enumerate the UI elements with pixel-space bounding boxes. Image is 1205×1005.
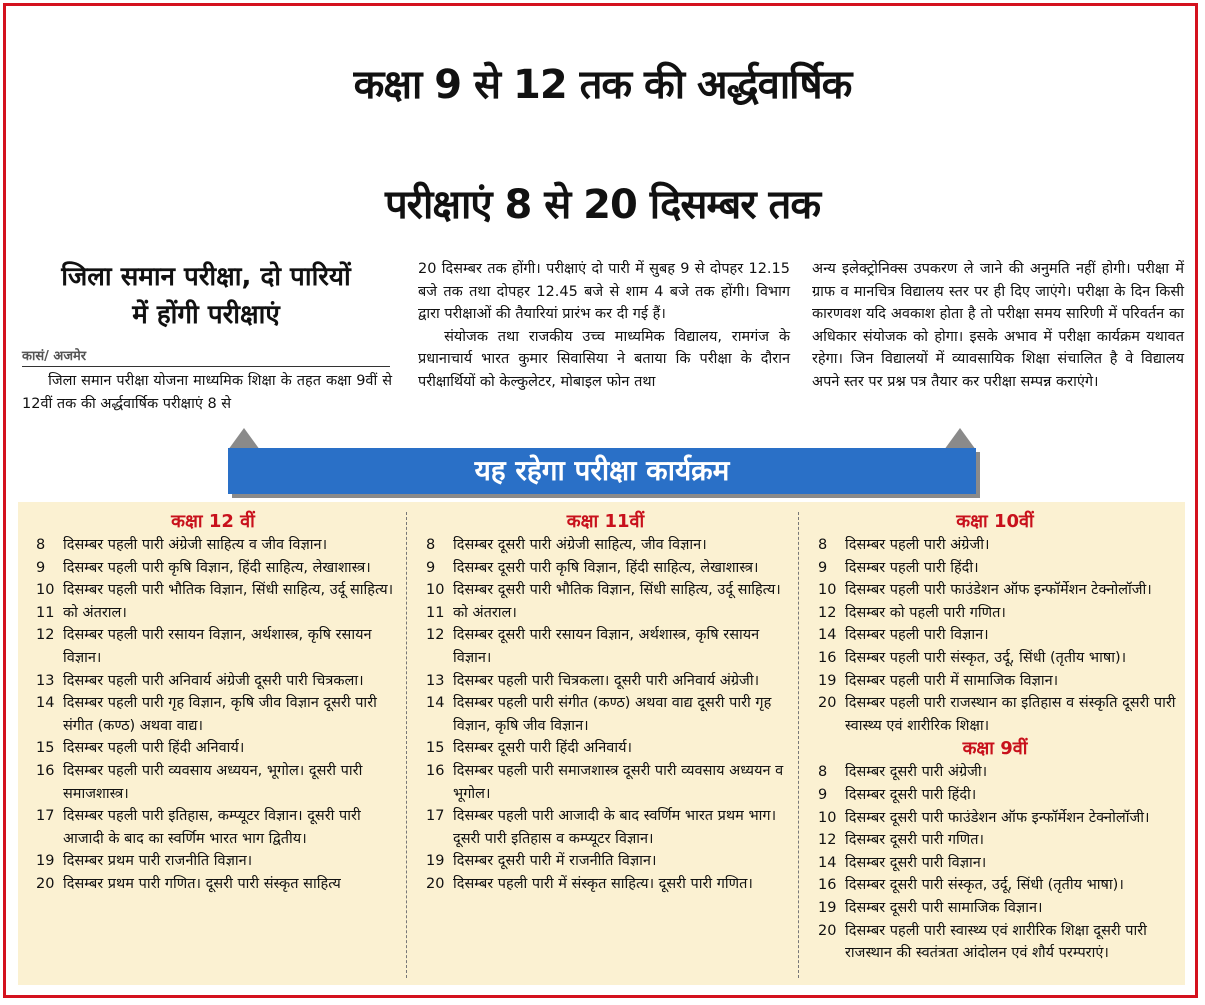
schedule-row bbox=[810, 579, 1180, 602]
schedule-subjects: दिसम्बर पहली पारी समाजशास्त्र दूसरी पारी व्यवसाय अध्ययन व भूगोल। bbox=[453, 762, 784, 802]
schedule-row bbox=[418, 692, 793, 737]
column-divider bbox=[798, 512, 799, 978]
schedule-row bbox=[810, 807, 1180, 830]
schedule-subjects: दिसम्बर दूसरी पारी अंग्रेजी साहित्य, जीव विज्ञान। bbox=[453, 537, 707, 553]
schedule-date: 13 bbox=[426, 672, 445, 689]
schedule-subjects: दिसम्बर दूसरी पारी विज्ञान। bbox=[845, 854, 987, 871]
schedule-row bbox=[810, 829, 1180, 852]
schedule-date: 10 bbox=[36, 582, 55, 599]
schedule-date: 14 bbox=[818, 627, 837, 644]
schedule-subjects: दिसम्बर दूसरी पारी रसायन विज्ञान, अर्थशास्त्र, कृषि रसायन विज्ञान। bbox=[453, 627, 760, 666]
schedule-subjects: दिसम्बर पहली पारी गृह विज्ञान, कृषि जीव विज्ञान दूसरी पारी संगीत (कण्ठ) अथवा वाद्य। bbox=[63, 695, 377, 734]
schedule-date: 20 bbox=[818, 695, 837, 712]
schedule-date: 9 bbox=[818, 559, 828, 576]
banner-notch-right bbox=[944, 428, 976, 450]
schedule-subjects: दिसम्बर पहली पारी संगीत (कण्ठ) अथवा वाद्य दूसरी पारी गृह विज्ञान, कृषि जीव विज्ञान। bbox=[453, 695, 772, 734]
schedule-subjects: दिसम्बर पहली पारी स्वास्थ्य एवं शारीरिक शिक्षा दूसरी पारी राजस्थान की स्वतंत्रता आंदोलन एवं शौर्य परम्पराएं। bbox=[845, 922, 1147, 962]
article-column-2 bbox=[418, 258, 790, 393]
schedule-row bbox=[28, 670, 398, 693]
schedule-row bbox=[418, 737, 793, 760]
schedule-row bbox=[418, 602, 793, 625]
schedule-row bbox=[810, 761, 1180, 784]
schedule-subjects: दिसम्बर दूसरी पारी फाउंडेशन ऑफ इन्फॉर्मेशन टेक्नोलॉजी। bbox=[845, 809, 1150, 826]
schedule-subjects: दिसम्बर दूसरी पारी अंग्रेजी। bbox=[845, 764, 988, 781]
subheadline-line-1: जिला समान परीक्षा, दो पारियों bbox=[61, 262, 351, 292]
class-11-rows bbox=[418, 534, 793, 896]
schedule-row bbox=[28, 624, 398, 669]
article-column-1 bbox=[22, 370, 392, 415]
schedule-subjects: दिसम्बर पहली पारी हिंदी। bbox=[845, 559, 979, 576]
schedule-row bbox=[28, 602, 398, 625]
schedule-date: 19 bbox=[818, 672, 837, 689]
schedule-row bbox=[418, 579, 793, 602]
subheadline-line-2: में होंगी परीक्षाएं bbox=[132, 300, 280, 330]
headline-line-1: कक्षा 9 से 12 तक की अर्द्धवार्षिक bbox=[353, 62, 852, 108]
schedule-subjects: दिसम्बर दूसरी पारी संस्कृत, उर्दू, सिंधी (तृतीय भाषा)। bbox=[845, 877, 1124, 894]
schedule-date: 9 bbox=[818, 786, 828, 803]
schedule-date: 8 bbox=[818, 537, 828, 553]
schedule-date: 8 bbox=[36, 537, 46, 553]
class-11-title: कक्षा 11वीं bbox=[566, 511, 645, 532]
schedule-date: 8 bbox=[426, 537, 436, 553]
schedule-row bbox=[28, 873, 398, 896]
schedule-date: 20 bbox=[818, 922, 837, 939]
schedule-subjects: दिसम्बर पहली पारी में सामाजिक विज्ञान। bbox=[845, 672, 1059, 689]
schedule-row bbox=[810, 557, 1180, 580]
schedule-date: 9 bbox=[36, 559, 46, 576]
schedule-subjects: दिसम्बर पहली पारी रसायन विज्ञान, अर्थशास्त्र, कृषि रसायन विज्ञान। bbox=[63, 627, 372, 666]
schedule-date: 12 bbox=[818, 832, 837, 849]
class-9-title: कक्षा 9वीं bbox=[962, 738, 1028, 760]
article-paragraph: अन्य इलेक्ट्रोनिक्स उपकरण ले जाने की अनुमति नहीं होगी। परीक्षा में ग्राफ व मानचित्र विद्यालय स्तर पर ही दिए जाएंगे। परीक्षा के दिन किसी कारणवश यदि अवकाश होता है तो परीक्षा समय सारिणी में परिवर्तन का अधिकार संयोजक को होगा। इसके अभाव में परीक्षा कार्यक्रम यथावत रहेगा। जिन विद्यालयों में व्यावसायिक शिक्षा संचालित है वे विद्यालय अपने स्तर पर प्रश्न पत्र तैयार कर परीक्षा सम्पन्न कराएंगे। bbox=[812, 261, 1184, 390]
schedule-subjects: दिसम्बर दूसरी पारी भौतिक विज्ञान, सिंधी साहित्य, उर्दू साहित्य। bbox=[453, 582, 781, 599]
schedule-banner: यह रहेगा परीक्षा कार्यक्रम bbox=[228, 448, 976, 494]
class-10-title: कक्षा 10वीं bbox=[956, 511, 1034, 532]
schedule-subjects: दिसम्बर पहली पारी अनिवार्य अंग्रेजी दूसरी पारी चित्रकला। bbox=[63, 672, 364, 689]
schedule-date: 20 bbox=[426, 875, 445, 892]
schedule-date: 19 bbox=[818, 899, 837, 916]
schedule-row bbox=[418, 873, 793, 896]
schedule-date: 16 bbox=[36, 762, 55, 779]
class-12-rows bbox=[28, 534, 398, 896]
schedule-subjects: को अंतराल। bbox=[63, 604, 127, 621]
schedule-date: 16 bbox=[818, 877, 837, 894]
schedule-row bbox=[810, 647, 1180, 670]
schedule-date: 10 bbox=[818, 582, 837, 599]
schedule-subjects: दिसम्बर दूसरी पारी हिंदी। bbox=[845, 786, 977, 803]
schedule-table bbox=[18, 502, 1185, 985]
schedule-subjects: दिसम्बर पहली पारी राजस्थान का इतिहास व संस्कृति दूसरी पारी स्वास्थ्य एवं शारीरिक शिक्षा। bbox=[845, 695, 1176, 734]
headline-line-2: परीक्षाएं 8 से 20 दिसम्बर तक bbox=[384, 182, 821, 228]
schedule-subjects: दिसम्बर पहली पारी विज्ञान। bbox=[845, 627, 989, 644]
schedule-class-12 bbox=[28, 510, 398, 896]
schedule-date: 16 bbox=[426, 762, 445, 779]
schedule-subjects: दिसम्बर पहली पारी व्यवसाय अध्ययन, भूगोल। दूसरी पारी समाजशास्त्र। bbox=[63, 762, 363, 802]
schedule-subjects: दिसम्बर पहली पारी अंग्रेजी। bbox=[845, 537, 990, 553]
schedule-row bbox=[28, 692, 398, 737]
article-paragraph: संयोजक तथा राजकीय उच्च माध्यमिक विद्यालय, रामगंज के प्रधानाचार्य भारत कुमार सिवासिया ने बताया कि परीक्षा के दौरान परीक्षार्थियों को केल्कुलेटर, मोबाइल फोन तथा bbox=[418, 328, 790, 390]
schedule-row bbox=[810, 784, 1180, 807]
schedule-subjects: दिसम्बर पहली पारी आजादी के बाद स्वर्णिम भारत प्रथम भाग। दूसरी पारी इतिहास व कम्प्यूटर विज्ञान। bbox=[453, 808, 777, 847]
schedule-date: 17 bbox=[426, 808, 445, 825]
schedule-row bbox=[810, 920, 1180, 965]
schedule-date: 15 bbox=[36, 740, 55, 757]
schedule-subjects: दिसम्बर दूसरी पारी गणित। bbox=[845, 832, 985, 849]
schedule-date: 15 bbox=[426, 740, 445, 757]
article-paragraph: जिला समान परीक्षा योजना माध्यमिक शिक्षा के तहत कक्षा 9वीं से 12वीं तक की अर्द्धवार्षिक परीक्षाएं 8 से bbox=[22, 373, 392, 412]
schedule-row bbox=[418, 670, 793, 693]
schedule-row bbox=[810, 602, 1180, 625]
class-12-title: कक्षा 12 वीं bbox=[171, 511, 255, 532]
schedule-row bbox=[810, 670, 1180, 693]
schedule-row bbox=[810, 692, 1180, 737]
article-paragraph: 20 दिसम्बर तक होंगी। परीक्षाएं दो पारी में सुबह 9 से दोपहर 12.15 बजे तक तथा दोपहर 12.45 बजे से शाम 4 बजे तक होंगी। विभाग द्वारा परीक्षाओं की तैयारियां प्रारंभ कर दी गई हैं। bbox=[418, 261, 790, 322]
schedule-row bbox=[418, 760, 793, 805]
schedule-subjects: दिसम्बर पहली पारी में संस्कृत साहित्य। दूसरी पारी गणित। bbox=[453, 875, 753, 892]
schedule-date: 16 bbox=[818, 649, 837, 666]
banner-notch-left bbox=[228, 428, 260, 450]
schedule-subjects: दिसम्बर पहली पारी इतिहास, कम्प्यूटर विज्ञान। दूसरी पारी आजादी के बाद का स्वर्णिम भारत भाग द्वितीय। bbox=[63, 808, 361, 847]
schedule-subjects: दिसम्बर पहली पारी अंग्रेजी साहित्य व जीव विज्ञान। bbox=[63, 537, 328, 553]
schedule-row bbox=[28, 737, 398, 760]
schedule-row bbox=[418, 624, 793, 669]
class-10-rows bbox=[810, 534, 1180, 737]
schedule-row bbox=[28, 805, 398, 850]
schedule-subjects: दिसम्बर पहली पारी चित्रकला। दूसरी पारी अनिवार्य अंग्रेजी। bbox=[453, 672, 760, 689]
schedule-subjects: दिसम्बर पहली पारी संस्कृत, उर्दू, सिंधी (तृतीय भाषा)। bbox=[845, 649, 1127, 666]
article-column-3 bbox=[812, 258, 1184, 393]
schedule-row bbox=[418, 534, 793, 557]
schedule-subjects: दिसम्बर पहली पारी कृषि विज्ञान, हिंदी साहित्य, लेखाशास्त्र। bbox=[63, 559, 371, 576]
schedule-row bbox=[28, 534, 398, 557]
schedule-row bbox=[810, 874, 1180, 897]
schedule-date: 10 bbox=[426, 582, 445, 599]
schedule-row bbox=[418, 805, 793, 850]
schedule-subjects: दिसम्बर को पहली पारी गणित। bbox=[845, 604, 1006, 621]
schedule-row bbox=[28, 557, 398, 580]
schedule-subjects: दिसम्बर दूसरी पारी कृषि विज्ञान, हिंदी साहित्य, लेखाशास्त्र। bbox=[453, 559, 759, 576]
schedule-subjects: दिसम्बर प्रथम पारी राजनीति विज्ञान। bbox=[63, 853, 253, 870]
schedule-date: 20 bbox=[36, 875, 55, 892]
schedule-date: 14 bbox=[818, 854, 837, 871]
schedule-subjects: दिसम्बर दूसरी पारी हिंदी अनिवार्य। bbox=[453, 740, 632, 757]
schedule-row bbox=[810, 534, 1180, 557]
byline: कासं/ अजमेर bbox=[22, 346, 390, 367]
schedule-subjects: दिसम्बर दूसरी पारी सामाजिक विज्ञान। bbox=[845, 899, 1043, 916]
schedule-date: 12 bbox=[426, 627, 445, 644]
schedule-date: 12 bbox=[818, 604, 837, 621]
schedule-subjects: दिसम्बर दूसरी पारी में राजनीति विज्ञान। bbox=[453, 853, 657, 870]
schedule-date: 17 bbox=[36, 808, 55, 825]
schedule-date: 9 bbox=[426, 559, 436, 576]
schedule-subjects: दिसम्बर पहली पारी हिंदी अनिवार्य। bbox=[63, 740, 245, 757]
class-9-rows bbox=[810, 761, 1180, 964]
subheadline bbox=[22, 258, 390, 334]
schedule-row bbox=[418, 850, 793, 873]
schedule-date: 12 bbox=[36, 627, 55, 644]
schedule-date: 11 bbox=[426, 604, 445, 621]
schedule-subjects: दिसम्बर पहली पारी फाउंडेशन ऑफ इन्फॉर्मेशन टेक्नोलॉजी। bbox=[845, 582, 1152, 599]
schedule-date: 13 bbox=[36, 672, 55, 689]
schedule-subjects: दिसम्बर प्रथम पारी गणित। दूसरी पारी संस्कृत साहित्य bbox=[63, 875, 341, 892]
schedule-row bbox=[810, 852, 1180, 875]
column-divider bbox=[406, 512, 407, 978]
schedule-row bbox=[28, 579, 398, 602]
schedule-date: 11 bbox=[36, 604, 55, 621]
schedule-row bbox=[418, 557, 793, 580]
schedule-date: 10 bbox=[818, 809, 837, 826]
schedule-date: 14 bbox=[36, 695, 55, 712]
schedule-date: 8 bbox=[818, 764, 828, 781]
schedule-class-11 bbox=[418, 510, 793, 896]
schedule-row bbox=[28, 760, 398, 805]
schedule-date: 19 bbox=[36, 853, 55, 870]
schedule-row bbox=[810, 624, 1180, 647]
schedule-date: 14 bbox=[426, 695, 445, 712]
schedule-row bbox=[810, 897, 1180, 920]
schedule-class-10-9 bbox=[810, 510, 1180, 965]
schedule-subjects: दिसम्बर पहली पारी भौतिक विज्ञान, सिंधी साहित्य, उर्दू साहित्य। bbox=[63, 582, 394, 599]
schedule-row bbox=[28, 850, 398, 873]
schedule-subjects: को अंतराल। bbox=[453, 604, 517, 621]
schedule-date: 19 bbox=[426, 853, 445, 870]
